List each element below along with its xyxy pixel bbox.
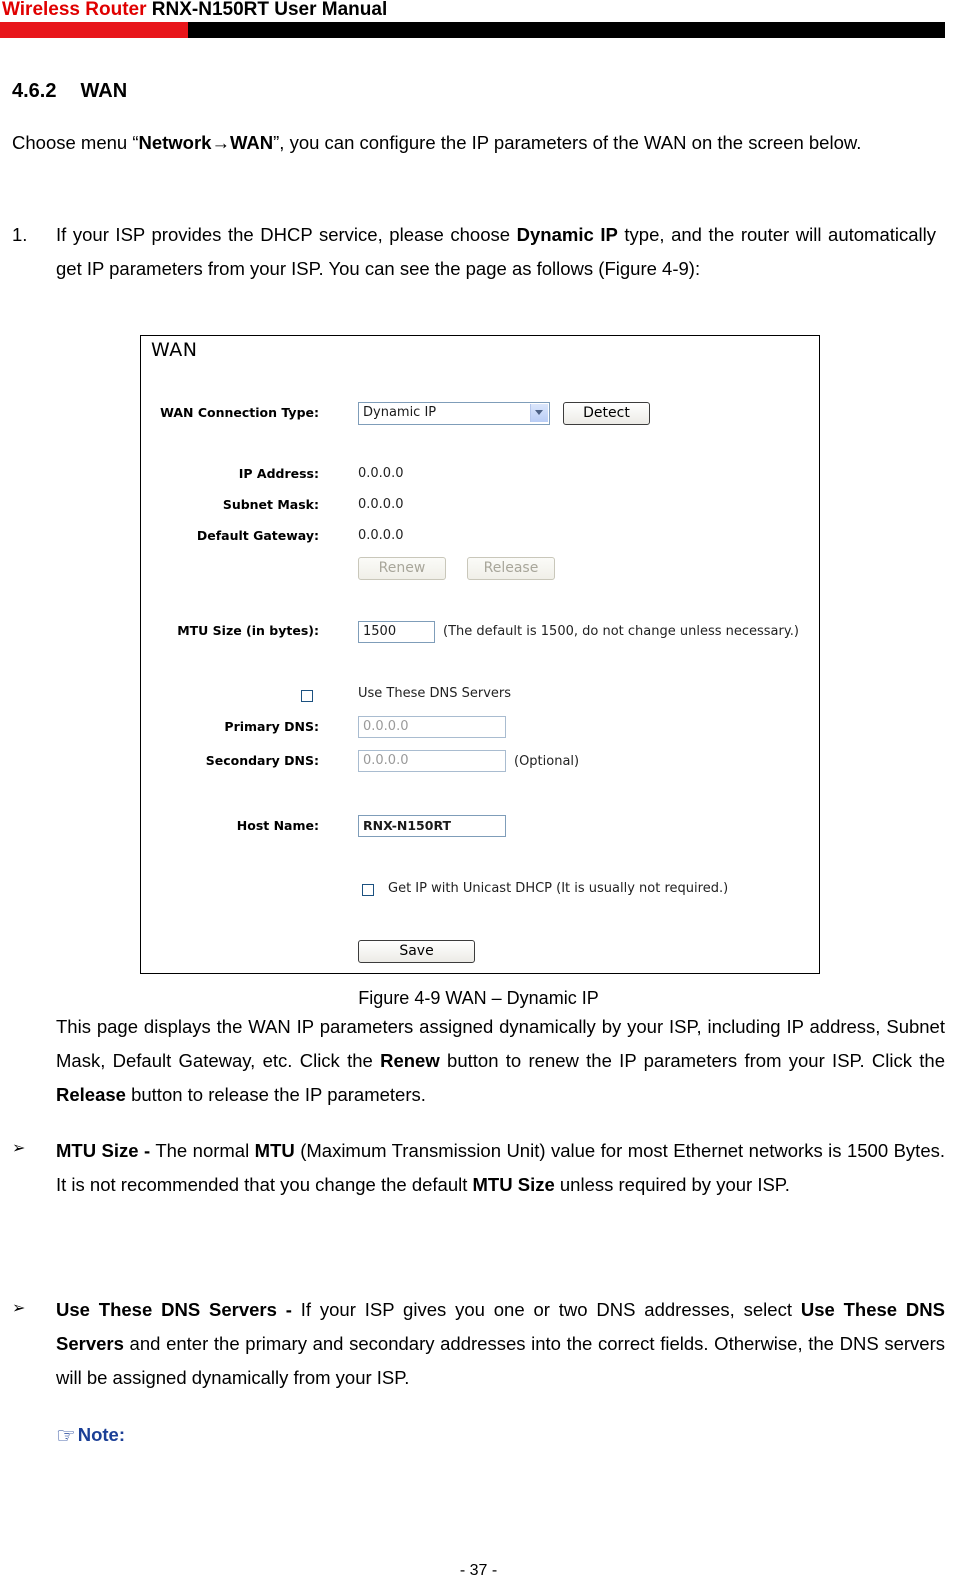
detect-button[interactable]: Detect	[563, 402, 650, 425]
para2-text-3: button to release the IP parameters.	[125, 1084, 426, 1105]
wan-connection-type-select[interactable]	[358, 402, 550, 425]
bullet1-bold-3: MTU Size	[472, 1174, 555, 1195]
primary-dns-input[interactable]: 0.0.0.0	[358, 716, 506, 738]
primary-dns-label: Primary DNS:	[224, 719, 319, 734]
bullet1-bold-2: MTU	[254, 1140, 295, 1161]
bullet-arrow-icon: ➢	[12, 1300, 26, 1317]
para2-renew: Renew	[380, 1050, 440, 1071]
intro-text: Choose menu “	[12, 132, 139, 153]
intro-paragraph	[12, 126, 945, 160]
header-brand: Wireless Router	[2, 0, 147, 20]
use-dns-servers-label: Use These DNS Servers	[358, 686, 512, 701]
host-name-label: Host Name:	[236, 818, 319, 833]
wan-connection-type-label: WAN Connection Type:	[160, 405, 319, 420]
page-number: - 37 -	[459, 1562, 498, 1579]
mtu-size-label: MTU Size (in bytes):	[177, 623, 319, 638]
note-label: Note:	[77, 1424, 126, 1445]
section-number: 4.6.2	[12, 80, 57, 102]
pointing-hand-icon: ☞	[56, 1423, 76, 1448]
release-button[interactable]: Release	[467, 557, 555, 580]
description-paragraph	[56, 1010, 945, 1112]
bullet2-bold-1: Use These DNS Servers -	[56, 1299, 292, 1320]
host-name-input[interactable]: RNX-N150RT	[358, 815, 506, 837]
renew-button[interactable]: Renew	[358, 557, 446, 580]
para2-release: Release	[56, 1084, 126, 1105]
header-bar-black	[188, 22, 945, 38]
bullet1-bold-1: MTU Size -	[56, 1140, 151, 1161]
bullet1-text-3: unless required by your ISP.	[554, 1174, 790, 1195]
mtu-size-input[interactable]: 1500	[358, 621, 435, 643]
manual-header-title	[2, 0, 387, 20]
section-heading	[12, 80, 127, 103]
wan-connection-type-value: Dynamic IP	[363, 405, 437, 420]
ip-address-value: 0.0.0.0	[358, 466, 404, 481]
para2-text-2: button to renew the IP parameters from your ISP. Click the	[439, 1050, 946, 1071]
wan-settings-figure	[140, 335, 820, 974]
ip-address-label: IP Address:	[238, 466, 319, 481]
bullet-arrow-icon: ➢	[12, 1140, 26, 1157]
intro-text-end: ”, you can configure the IP parameters of the WAN on the screen below.	[273, 132, 862, 153]
header-model: RNX-N150RT User Manual	[146, 0, 388, 20]
item-1-pre: If your ISP provides the DHCP service, please choose	[56, 224, 517, 245]
wan-page-title: WAN	[151, 339, 198, 361]
mtu-size-bullet	[56, 1134, 945, 1202]
unicast-dhcp-label: Get IP with Unicast DHCP (It is usually not required.)	[388, 881, 729, 896]
item-1-bold: Dynamic IP	[516, 224, 618, 245]
bullet1-text-1: The normal	[150, 1140, 255, 1161]
secondary-dns-label: Secondary DNS:	[205, 753, 319, 768]
para2-text-1: This page displays the WAN IP parameters assigned dynamically by your ISP, including IP address, Subnet Mask, Default Gateway, etc. Click the	[56, 1016, 945, 1071]
dns-servers-bullet	[56, 1293, 945, 1395]
bullet1-text-2: (Maximum Transmission Unit) value for most Ethernet networks is 1500 Bytes. It is not recommended that you change the default	[56, 1140, 946, 1195]
save-button[interactable]: Save	[358, 940, 475, 963]
default-gateway-value: 0.0.0.0	[358, 528, 404, 543]
use-dns-servers-checkbox[interactable]	[301, 690, 313, 702]
figure-caption: Figure 4-9 WAN – Dynamic IP	[358, 988, 599, 1008]
note-heading	[56, 1423, 125, 1449]
unicast-dhcp-checkbox[interactable]	[362, 884, 374, 896]
default-gateway-label: Default Gateway:	[196, 528, 319, 543]
mtu-size-note: (The default is 1500, do not change unless necessary.)	[443, 624, 799, 639]
subnet-mask-label: Subnet Mask:	[222, 497, 319, 512]
bullet2-bold-2: Use These DNS Servers	[56, 1299, 945, 1354]
secondary-dns-optional-note: (Optional)	[514, 754, 580, 769]
chevron-down-icon[interactable]	[530, 404, 548, 422]
bullet2-text-1: If your ISP gives you one or two DNS addresses, select	[291, 1299, 801, 1320]
header-bar-red	[0, 22, 188, 38]
item-1-post: type, and the router will automatically get IP parameters from your ISP. You can see the page as follows (Figure 4-9):	[56, 224, 936, 279]
item-number: 1.	[12, 224, 28, 245]
subnet-mask-value: 0.0.0.0	[358, 497, 404, 512]
menu-path: Network→WAN	[138, 132, 274, 153]
item-1-text	[56, 218, 936, 286]
secondary-dns-input[interactable]: 0.0.0.0	[358, 750, 506, 772]
section-title: WAN	[80, 80, 128, 102]
bullet2-text-2: and enter the primary and secondary addresses into the correct fields. Otherwise, the DNS servers will be assigned dynamically from your ISP.	[56, 1333, 945, 1388]
